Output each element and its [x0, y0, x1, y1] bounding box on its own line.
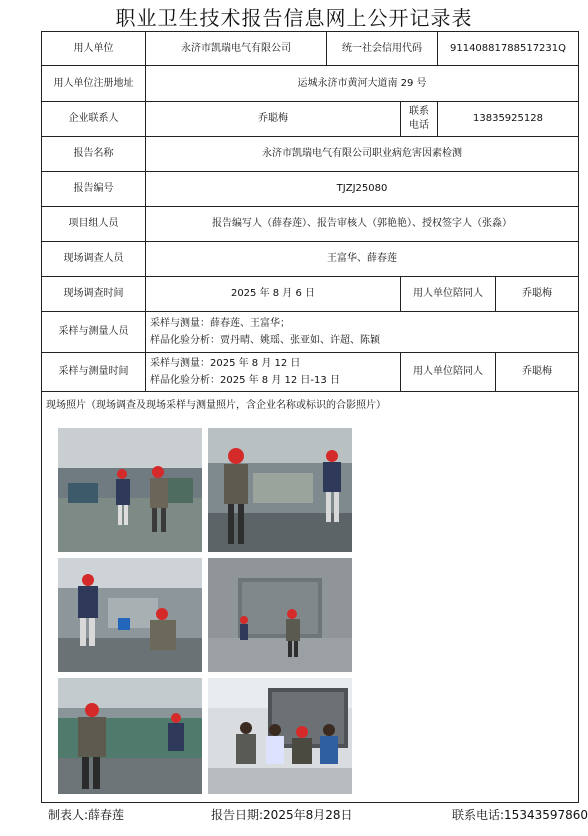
project-value: 报告编写人（薛春莲）、报告审核人（郭艳艳）、授权签字人（张淼） — [146, 207, 579, 242]
row-report-name — [42, 137, 579, 172]
survey-time-label: 现场调查时间 — [42, 277, 146, 312]
escort2-label: 用人单位陪同人 — [401, 353, 496, 391]
row-employer — [42, 32, 579, 66]
phone-label: 联系电话 — [401, 102, 438, 137]
survey-people-label: 现场调查人员 — [42, 242, 146, 277]
row-contact — [42, 102, 579, 137]
project-label: 项目组人员 — [42, 207, 146, 242]
site-photo-3 — [58, 558, 202, 672]
escort-label: 用人单位陪同人 — [401, 277, 496, 311]
survey-people-value: 王富华、薛春莲 — [146, 242, 579, 277]
report-no-label: 报告编号 — [42, 172, 146, 207]
sampling-time-line2: 样品化验分析：2025 年 8 月 12 日-13 日 — [150, 375, 340, 386]
sampling-people-line2: 样品化验分析：贾丹晴、姚瑶、张亚如、许超、陈颖 — [150, 335, 380, 346]
sampling-time-line1: 采样与测量：2025 年 8 月 12 日 — [150, 358, 301, 369]
escort-value: 乔聪梅 — [522, 288, 552, 299]
address-label: 用人单位注册地址 — [42, 66, 146, 102]
site-photo-4 — [208, 558, 352, 672]
row-report-no — [42, 172, 579, 207]
credit-code-value: 91140881788517231Q — [438, 32, 579, 66]
credit-code-label: 统一社会信用代码 — [327, 32, 438, 66]
row-survey-time — [42, 277, 579, 312]
footer-phone: 联系电话:15343597860 — [452, 808, 588, 822]
site-photo-6 — [208, 678, 352, 794]
sampling-time-label: 采样与测量时间 — [42, 353, 146, 392]
survey-time-value: 2025 年 8 月 6 日 — [146, 277, 401, 312]
row-survey-people — [42, 242, 579, 277]
contact-value: 乔聪梅 — [146, 102, 401, 137]
page-title: 职业卫生技术报告信息网上公开记录表 — [115, 6, 473, 30]
footer-preparer: 制表人:薛春莲 — [48, 808, 125, 822]
employer-value: 永济市凯瑞电气有限公司 — [146, 32, 327, 66]
employer-label: 用人单位 — [42, 32, 146, 66]
phone-value: 13835925128 — [438, 102, 579, 137]
contact-label: 企业联系人 — [42, 102, 146, 137]
photos-caption: 现场照片（现场调查及现场采样与测量照片，含企业名称或标识的合影照片） — [46, 400, 386, 411]
address-value: 运城永济市黄河大道南 29 号 — [146, 66, 579, 102]
site-photo-1 — [58, 428, 202, 552]
row-sampling-time — [42, 353, 579, 392]
report-name-label: 报告名称 — [42, 137, 146, 172]
row-sampling-people — [42, 312, 579, 353]
sampling-people-label: 采样与测量人员 — [42, 312, 146, 353]
row-project — [42, 207, 579, 242]
sampling-people-line1: 采样与测量：薛春莲、王富华； — [150, 318, 290, 329]
site-photo-5 — [58, 678, 202, 794]
escort2-value: 乔聪梅 — [522, 366, 552, 377]
row-address — [42, 66, 579, 102]
footer-date: 报告日期:2025年8月28日 — [211, 808, 353, 822]
report-name-value: 永济市凯瑞电气有限公司职业病危害因素检测 — [146, 137, 579, 172]
report-no-value: TJZJ25080 — [146, 172, 579, 207]
site-photo-2 — [208, 428, 352, 552]
